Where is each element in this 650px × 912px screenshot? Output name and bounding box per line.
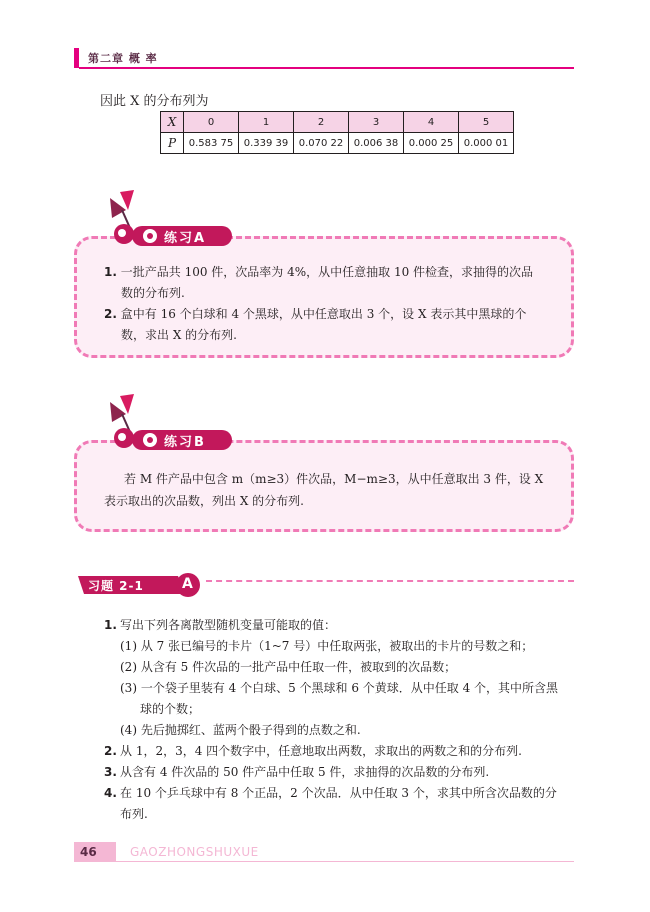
list-subitem: (4) 先后抛掷红、蓝两个骰子得到的点数之和. bbox=[120, 723, 361, 737]
item-text: 从含有 4 件次品的 50 件产品中任取 5 件，求抽得的次品数的分布列. bbox=[120, 765, 490, 779]
list-item bbox=[104, 741, 574, 762]
x-value-1: 1 bbox=[239, 112, 294, 133]
homework-badge bbox=[74, 572, 206, 602]
item-number: 4. bbox=[104, 786, 117, 800]
exercise-a-badge bbox=[92, 188, 242, 250]
page-number: 46 bbox=[74, 842, 116, 862]
p-value-1: 0.339 39 bbox=[239, 133, 294, 154]
list-subitem-continued: 球的个数； bbox=[140, 702, 201, 716]
homework-list bbox=[104, 615, 574, 825]
x-value-4: 4 bbox=[404, 112, 459, 133]
exercise-b-label: 练习B bbox=[164, 435, 206, 450]
item-text: 从 1，2，3，4 四个数字中，任意地取出两数，求取出的两数之和的分布列. bbox=[120, 744, 522, 758]
homework-label: 习题 2-1 bbox=[88, 579, 144, 593]
row-label-x: X bbox=[161, 112, 184, 133]
intro-text: 因此 X 的分布列为 bbox=[100, 94, 209, 109]
item-text: 在 10 个乒乓球中有 8 个正品，2 个次品．从中任取 3 个，求其中所含次品数的分 bbox=[120, 786, 557, 800]
exercise-a-item-2 bbox=[104, 304, 554, 346]
header-rule bbox=[79, 67, 574, 69]
list-item bbox=[104, 615, 574, 636]
exercise-a-label: 练习A bbox=[164, 231, 207, 246]
list-item bbox=[104, 762, 574, 783]
exercise-b-badge bbox=[92, 392, 242, 454]
list-subitem: (3) 一个袋子里装有 4 个白球、5 个黑球和 6 个黄球．从中任取 4 个，其中所含黑 bbox=[120, 681, 559, 695]
homework-level: A bbox=[182, 576, 193, 592]
item-text: 一批产品共 100 件，次品率为 4%，从中任意抽取 10 件检查，求抽得的次品 bbox=[120, 265, 534, 279]
item-text: 写出下列各离散型随机变量可能取的值： bbox=[120, 618, 337, 632]
table-row-p bbox=[161, 133, 514, 154]
x-value-2: 2 bbox=[294, 112, 349, 133]
item-number: 1. bbox=[104, 265, 117, 279]
p-value-4: 0.000 25 bbox=[404, 133, 459, 154]
homework-divider bbox=[206, 580, 574, 582]
list-item bbox=[104, 783, 574, 804]
item-text: 盒中有 16 个白球和 4 个黑球，从中任意取出 3 个，设 X 表示其中黑球的个 bbox=[120, 307, 527, 321]
exercise-b-text: 若 M 件产品中包含 m（m≥3）件次品，M−m≥3，从中任意取出 3 件，设 X 表示取出的次品数，列出 X 的分布列. bbox=[104, 472, 544, 508]
x-value-5: 5 bbox=[459, 112, 514, 133]
p-value-5: 0.000 01 bbox=[459, 133, 514, 154]
x-value-3: 3 bbox=[349, 112, 404, 133]
distribution-table bbox=[160, 111, 514, 154]
chapter-header bbox=[74, 48, 574, 68]
list-subitem: (2) 从含有 5 件次品的一批产品中任取一件，被取到的次品数； bbox=[120, 660, 457, 674]
footer-watermark: GAOZHONGSHUXUE bbox=[130, 845, 259, 859]
list-subitem: (1) 从 7 张已编号的卡片（1~7 号）中任取两张，被取出的卡片的号数之和； bbox=[120, 639, 534, 653]
item-number: 2. bbox=[104, 744, 117, 758]
exercise-a-item-1 bbox=[104, 262, 554, 304]
footer-rule bbox=[74, 861, 574, 862]
x-value-0: 0 bbox=[184, 112, 239, 133]
p-value-3: 0.006 38 bbox=[349, 133, 404, 154]
item-number: 1. bbox=[104, 618, 117, 632]
item-text-continued: 数的分布列. bbox=[121, 286, 185, 300]
item-text-continued: 数，求出 X 的分布列. bbox=[121, 328, 237, 342]
chapter-title: 第二章 概 率 bbox=[88, 52, 158, 65]
item-number: 2. bbox=[104, 307, 117, 321]
p-value-0: 0.583 75 bbox=[184, 133, 239, 154]
list-item-continued: 布列. bbox=[120, 807, 148, 821]
page-footer bbox=[74, 842, 574, 862]
p-value-2: 0.070 22 bbox=[294, 133, 349, 154]
table-row-x bbox=[161, 112, 514, 133]
item-number: 3. bbox=[104, 765, 117, 779]
header-accent bbox=[74, 48, 79, 68]
row-label-p: P bbox=[161, 133, 184, 154]
